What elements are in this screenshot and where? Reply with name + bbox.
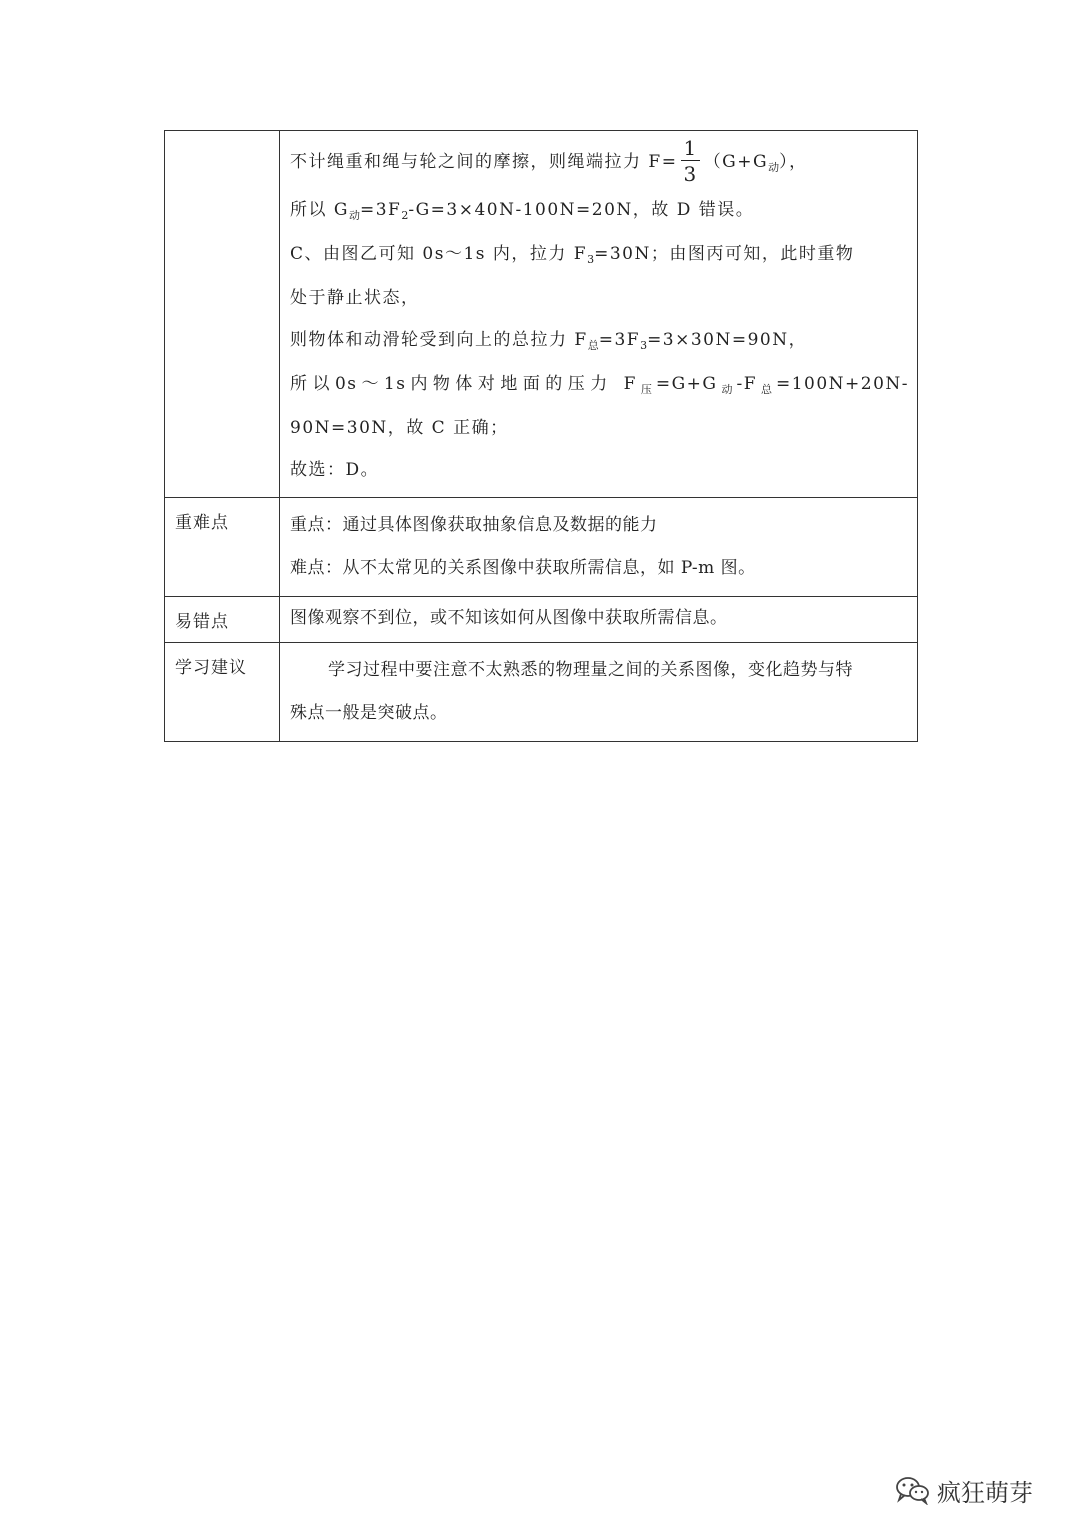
subscript: 3: [640, 339, 648, 352]
wechat-icon: [895, 1475, 931, 1505]
row-content: [280, 597, 918, 643]
text: =30N；由图丙可知，此时重物: [594, 244, 855, 264]
row-line: 殊点一般是突破点。: [290, 703, 448, 723]
text: =G+G: [655, 374, 718, 394]
text: -F: [736, 374, 757, 394]
subscript: 动: [717, 383, 737, 396]
row-line: 图像观察不到位，或不知该如何从图像中获取所需信息。: [290, 608, 728, 628]
text: 所以0s～1s内物体对地面的压力 F: [290, 374, 637, 394]
text: C、由图乙可知 0s～1s 内，拉力 F: [290, 244, 588, 264]
text: =3F: [598, 330, 641, 350]
analysis-line-3: [290, 233, 909, 277]
text: 不计绳重和绳与轮之间的摩擦，则绳端拉力 F=: [290, 152, 678, 172]
answer-table: [164, 130, 918, 742]
row-label: 学习建议: [165, 643, 280, 742]
analysis-line-1: [290, 137, 909, 189]
row-content: [280, 643, 918, 742]
row-content: [280, 498, 918, 597]
row-label: 重难点: [165, 498, 280, 597]
row-line: 难点：从不太常见的关系图像中获取所需信息，如 P-m 图。: [290, 558, 756, 578]
error-prone-row: [165, 597, 918, 643]
analysis-label-cell: [165, 131, 280, 498]
subscript: 动: [348, 209, 360, 222]
subscript: 总: [587, 339, 599, 352]
text: ），: [779, 152, 808, 172]
fraction-denominator: 3: [683, 161, 698, 186]
text: =100N+20N-: [775, 374, 910, 394]
subscript: 压: [636, 383, 656, 396]
analysis-row: [165, 131, 918, 498]
row-line: 学习过程中要注意不太熟悉的物理量之间的关系图像，变化趋势与特: [328, 660, 853, 680]
row-line: 重点：通过具体图像获取抽象信息及数据的能力: [290, 515, 658, 535]
text: =3×30N=90N，: [647, 330, 808, 350]
text: 则物体和动滑轮受到向上的总拉力 F: [290, 330, 588, 350]
subscript: 2: [401, 209, 409, 222]
analysis-line-6: [290, 363, 909, 407]
analysis-line-2: [290, 189, 909, 233]
watermark-text: 疯狂萌芽: [937, 1478, 1033, 1507]
watermark: [895, 1470, 1033, 1510]
analysis-line-5: [290, 319, 909, 363]
text: =3F: [359, 200, 402, 220]
text: 所以 G: [290, 200, 349, 220]
text: -G=3×40N-100N=20N，故 D 错误。: [408, 200, 755, 220]
subscript: 动: [768, 161, 780, 174]
fraction-numerator: 1: [683, 135, 698, 160]
subscript: 总: [757, 383, 776, 396]
subscript: 3: [587, 253, 595, 266]
key-difficulty-row: [165, 498, 918, 597]
analysis-content: [280, 131, 918, 498]
analysis-line-7: 90N=30N，故 C 正确；: [290, 418, 509, 438]
text: （G+G: [703, 152, 769, 172]
analysis-line-4: 处于静止状态，: [290, 288, 420, 308]
row-label: 易错点: [165, 597, 280, 643]
analysis-line-8: 故选：D。: [290, 460, 380, 480]
fraction: [681, 135, 699, 186]
study-advice-row: [165, 643, 918, 742]
